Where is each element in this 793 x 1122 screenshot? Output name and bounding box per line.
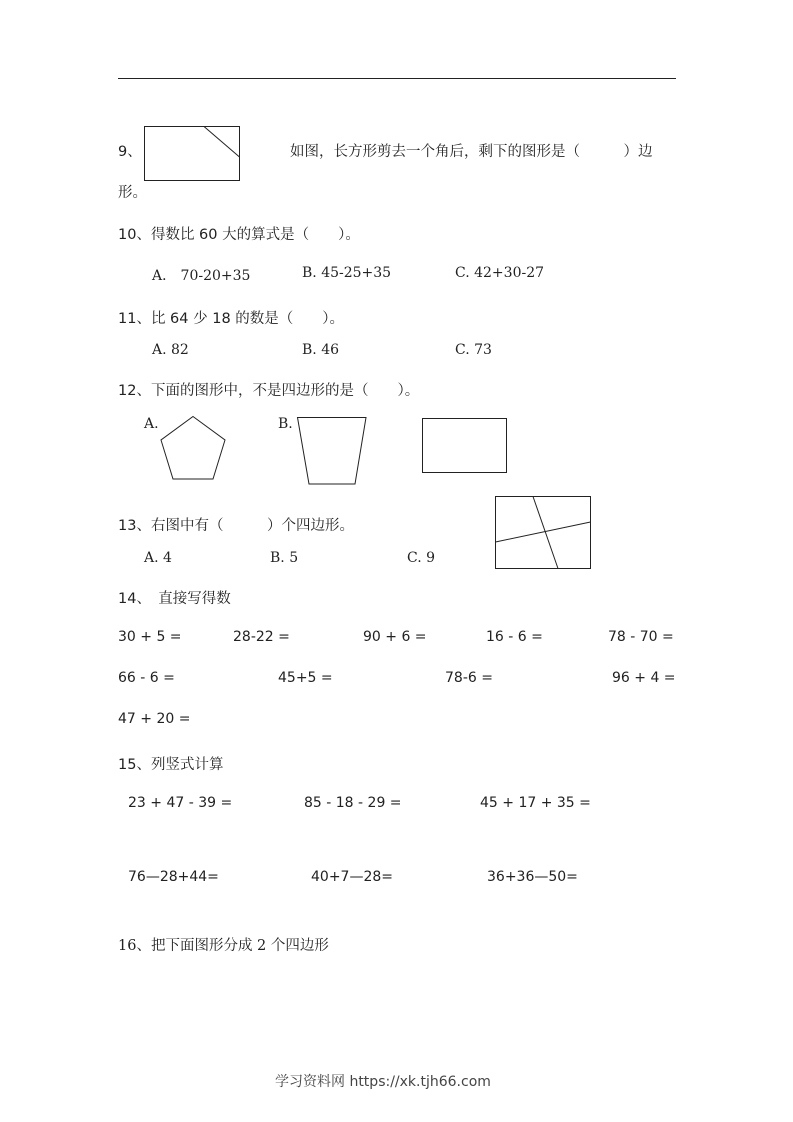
q15-item: 40+7—28= [311,869,393,885]
q14-item: 45+5 = [278,670,333,686]
q13-option-c: C. 9 [407,550,436,566]
q14-title: 14、 直接写得数 [118,591,231,607]
q11-option-c: C. 73 [455,342,492,358]
q12-option-a-label: A. [144,416,159,432]
q10-option-a: A． 70-20+35 [152,268,251,284]
q10-option-c: C. 42+30-27 [455,265,545,281]
q13-divided-rectangle-figure [495,496,592,570]
q14-item: 78-6 = [445,670,493,686]
footer-watermark: 学习资料网 https://xk.tjh66.com [275,1074,491,1090]
q15-item: 45 + 17 + 35 = [480,795,591,811]
q12-rectangle-figure [422,418,508,474]
q9-continuation: 形。 [118,185,147,201]
q13-option-b: B. 5 [270,550,299,566]
q9-text: 如图，长方形剪去一个角后，剩下的图形是（ ）边 [290,144,653,160]
q13-text: 13、右图中有（ ）个四边形。 [118,518,354,534]
q15-item: 85 - 18 - 29 = [304,795,402,811]
q12-trapezoid-figure [297,417,367,485]
q14-item: 47 + 20 = [118,711,191,727]
q10-option-b: B. 45-25+35 [302,265,392,281]
q14-item: 66 - 6 = [118,670,175,686]
q14-item: 96 + 4 = [612,670,676,686]
q14-item: 78 - 70 = [608,629,674,645]
header-rule [118,78,676,79]
q15-item: 36+36—50= [487,869,578,885]
q11-option-a: A. 82 [152,342,189,358]
q16-text: 16、把下面图形分成 2 个四边形 [118,938,329,954]
q12-option-b-label: B. [278,416,293,432]
q12-text: 12、下面的图形中，不是四边形的是（ ）。 [118,383,420,399]
q15-item: 23 + 47 - 39 = [128,795,233,811]
q14-item: 28-22 = [233,629,290,645]
q14-item: 90 + 6 = [363,629,427,645]
q9-rectangle-figure [144,126,241,182]
q14-item: 16 - 6 = [486,629,543,645]
q11-option-b: B. 46 [302,342,340,358]
q14-item: 30 + 5 = [118,629,182,645]
q9-number: 9、 [118,144,142,160]
q11-text: 11、比 64 少 18 的数是（ ）。 [118,311,345,327]
q12-pentagon-figure [160,416,226,481]
q15-title: 15、列竖式计算 [118,757,224,773]
q13-option-a: A. 4 [144,550,172,566]
q15-item: 76—28+44= [128,869,219,885]
q10-text: 10、得数比 60 大的算式是（ ）。 [118,227,360,243]
